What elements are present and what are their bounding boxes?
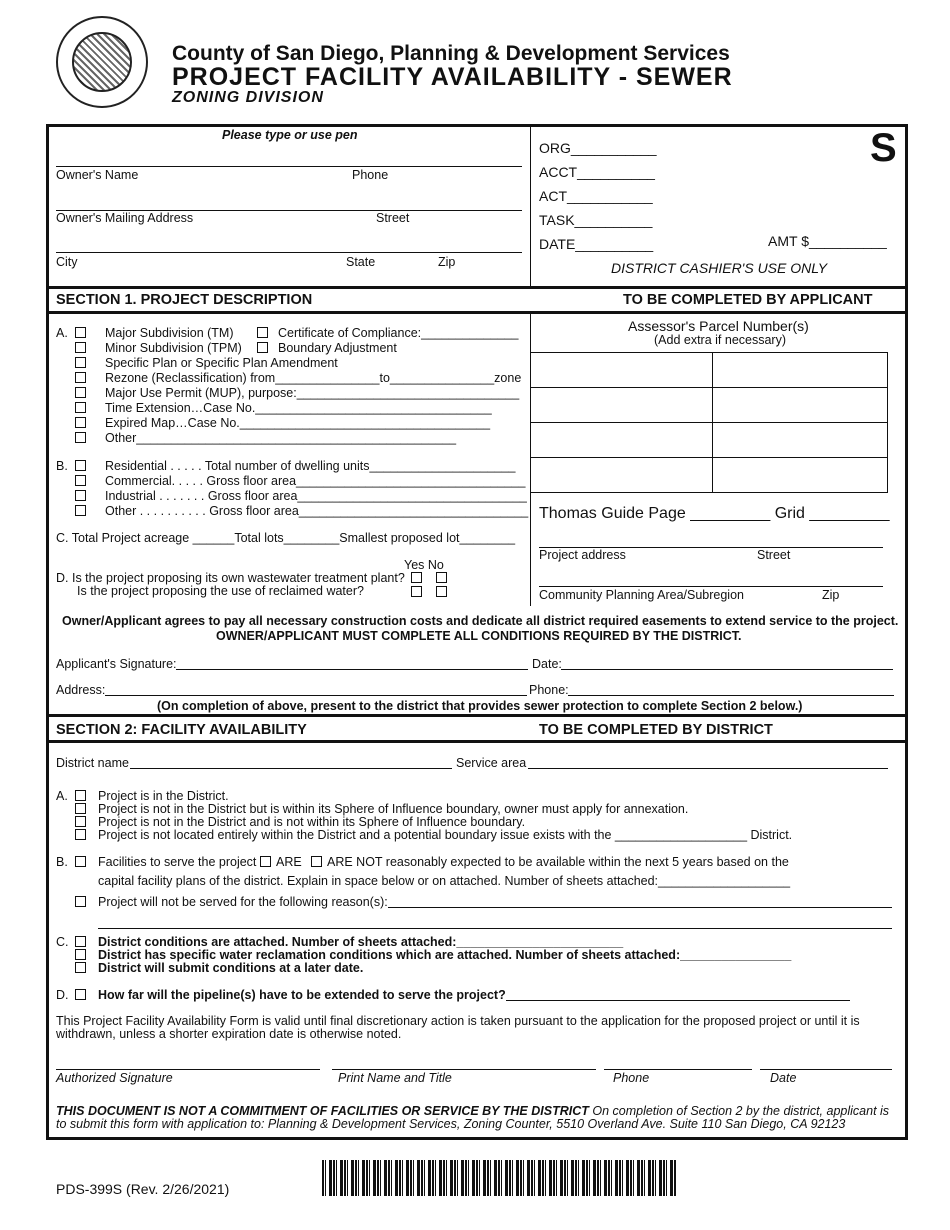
s1-d-line2: Is the project proposing the use of reclaimed water? xyxy=(77,584,364,598)
validity-text: This Project Facility Availability Form is valid until final discretionary action is taken pursuant to the application for the proposed project or until it is xyxy=(56,1014,860,1028)
apn-title: Assessor's Parcel Number(s) xyxy=(628,318,809,334)
applicant-phone-line[interactable] xyxy=(568,695,894,696)
cashier-divider xyxy=(530,127,531,287)
certificate-checkbox[interactable] xyxy=(257,327,268,338)
s1-a-item: Minor Subdivision (TPM) xyxy=(105,341,242,355)
s1-c-line: C. Total Project acreage ______Total lots________Smallest proposed lot________ xyxy=(56,531,516,545)
s1-b-item: Other . . . . . . . . . . Gross floor area_________________________________ xyxy=(105,504,529,518)
boundary-label: Boundary Adjustment xyxy=(278,341,397,355)
apn-cell[interactable] xyxy=(530,422,713,458)
section2-title: SECTION 2: FACILITY AVAILABILITY xyxy=(56,722,307,738)
form-title: PROJECT FACILITY AVAILABILITY - SEWER xyxy=(172,63,733,91)
pen-note: Please type or use pen xyxy=(222,128,358,142)
agreement-text: Owner/Applicant agrees to pay all necessary construction costs and dedicate all district required easements to extend service to the project. xyxy=(62,614,899,628)
completion-note: (On completion of above, present to the district that provides sewer protection to complete Section 2 below.) xyxy=(157,699,803,713)
s2-a-checkbox-3[interactable] xyxy=(75,829,86,840)
address-line[interactable] xyxy=(105,695,527,696)
sig-date-label: Date: xyxy=(532,657,562,671)
community-zip-label: Zip xyxy=(822,588,840,602)
auth-date-label: Date xyxy=(770,1071,797,1085)
s1-a-checkbox-4[interactable] xyxy=(75,387,86,398)
are-label: ARE xyxy=(276,855,302,869)
acct-field[interactable]: ACCT__________ xyxy=(539,164,655,180)
s2-a-checkbox-2[interactable] xyxy=(75,816,86,827)
auth-phone-label: Phone xyxy=(613,1071,650,1085)
address-label: Address: xyxy=(56,683,106,697)
s2-c-checkbox-2[interactable] xyxy=(75,962,86,973)
s2-c-label: C. xyxy=(56,935,69,949)
not-served-line[interactable] xyxy=(388,907,892,908)
s2-c-item: District conditions are attached. Number of sheets attached:________________________ xyxy=(98,935,624,949)
reclaimed-no-checkbox[interactable] xyxy=(436,586,447,597)
community-line[interactable] xyxy=(539,586,883,587)
not-served-label: Project will not be served for the following reason(s): xyxy=(98,895,388,909)
s2-a-checkbox-0[interactable] xyxy=(75,790,86,801)
signature-line[interactable] xyxy=(176,669,528,670)
header-county: County of San Diego, Planning & Development Services xyxy=(172,42,730,65)
apn-cell[interactable] xyxy=(712,457,888,493)
s1-a-checkbox-0[interactable] xyxy=(75,327,86,338)
divider xyxy=(48,714,906,717)
community-label: Community Planning Area/Subregion xyxy=(539,588,744,602)
agreement-text-2: OWNER/APPLICANT MUST COMPLETE ALL CONDITIONS REQUIRED BY THE DISTRICT. xyxy=(216,629,742,643)
treatment-yes-checkbox[interactable] xyxy=(411,572,422,583)
district-name-label: District name xyxy=(56,756,129,770)
state-label: State xyxy=(346,255,376,269)
reclaimed-yes-checkbox[interactable] xyxy=(411,586,422,597)
city-label: City xyxy=(56,255,78,269)
s1-a-checkbox-2[interactable] xyxy=(75,357,86,368)
org-field[interactable]: ORG___________ xyxy=(539,140,657,156)
district-name-line[interactable] xyxy=(130,768,452,769)
apn-cell[interactable] xyxy=(712,352,888,388)
section2-right: TO BE COMPLETED BY DISTRICT xyxy=(539,722,773,738)
s1-b-label: B. xyxy=(56,459,68,473)
sig-date-line[interactable] xyxy=(561,669,893,670)
s2-d-checkbox[interactable] xyxy=(75,989,86,1000)
s2-c-checkbox-1[interactable] xyxy=(75,949,86,960)
owner-name-line[interactable] xyxy=(56,166,522,167)
s1-a-item: Expired Map…Case No.____________________________________ xyxy=(105,416,491,430)
s1-b-checkbox-0[interactable] xyxy=(75,460,86,471)
form-letter: S xyxy=(870,126,897,170)
s1-a-item: Time Extension…Case No.__________________________________ xyxy=(105,401,492,415)
county-seal-logo xyxy=(56,16,148,108)
divider xyxy=(48,311,906,314)
are-not-checkbox[interactable] xyxy=(311,856,322,867)
boundary-checkbox[interactable] xyxy=(257,342,268,353)
signature-label: Applicant's Signature: xyxy=(56,657,177,671)
s2-a-checkbox-1[interactable] xyxy=(75,803,86,814)
s2-b-line1: Facilities to serve the project xyxy=(98,855,257,869)
not-served-checkbox[interactable] xyxy=(75,896,86,907)
act-field[interactable]: ACT___________ xyxy=(539,188,653,204)
certificate-label: Certificate of Compliance:______________ xyxy=(278,326,519,340)
barcode-image xyxy=(322,1160,676,1196)
apn-cell[interactable] xyxy=(712,422,888,458)
s1-a-item: Major Use Permit (MUP), purpose:________________________________ xyxy=(105,386,520,400)
phone-label: Phone xyxy=(352,168,389,182)
are-checkbox[interactable] xyxy=(260,856,271,867)
notice-2: to submit this form with application to: Planning & Development Services, Zoning Counter, 5510 Overland Ave. Suite 110 San Diego, CA 92123 xyxy=(56,1117,846,1131)
apn-sub: (Add extra if necessary) xyxy=(654,333,786,347)
s1-b-item: Industrial . . . . . . . Gross floor area_________________________________ xyxy=(105,489,527,503)
service-area-line[interactable] xyxy=(528,768,888,769)
section1-right: TO BE COMPLETED BY APPLICANT xyxy=(623,292,873,308)
zip-label: Zip xyxy=(438,255,456,269)
s1-a-checkbox-3[interactable] xyxy=(75,372,86,383)
print-name-line[interactable] xyxy=(332,1069,596,1070)
street-label: Street xyxy=(376,211,410,225)
header-division: ZONING DIVISION xyxy=(172,89,324,106)
s2-a-item: Project is not located entirely within the District and a potential boundary issue exists with the ___________________ District. xyxy=(98,828,793,842)
notice-rest: On completion of Section 2 by the district, applicant is xyxy=(588,1104,890,1118)
task-field[interactable]: TASK__________ xyxy=(539,212,653,228)
s2-a-item: Project is not in the District but is within its Sphere of Influence boundary, owner must apply for annexation. xyxy=(98,802,689,816)
amt-field[interactable]: AMT $__________ xyxy=(768,233,887,249)
auth-date-line[interactable] xyxy=(760,1069,892,1070)
not-served-line-2[interactable] xyxy=(98,928,892,929)
s2-d-label: D. xyxy=(56,988,69,1002)
are-not-label: ARE NOT reasonably expected to be available within the next 5 years based on the xyxy=(327,855,789,869)
section1-title: SECTION 1. PROJECT DESCRIPTION xyxy=(56,292,313,308)
s1-b-checkbox-2[interactable] xyxy=(75,490,86,501)
divider xyxy=(48,740,906,743)
notice-bold: THIS DOCUMENT IS NOT A COMMITMENT OF FACILITIES OR SERVICE BY THE DISTRICT xyxy=(56,1104,589,1118)
apn-cell[interactable] xyxy=(530,457,713,493)
s2-a-item: Project is not in the District and is not within its Sphere of Influence boundary. xyxy=(98,815,526,829)
date-field[interactable]: DATE__________ xyxy=(539,236,654,252)
city-line[interactable] xyxy=(56,252,522,253)
cashier-use-only: DISTRICT CASHIER'S USE ONLY xyxy=(611,260,828,276)
treatment-no-checkbox[interactable] xyxy=(436,572,447,583)
apn-cell[interactable] xyxy=(530,352,713,388)
print-name-label: Print Name and Title xyxy=(338,1071,452,1085)
auth-signature-line[interactable] xyxy=(56,1069,320,1070)
s1-a-label: A. xyxy=(56,326,68,340)
s2-c-item: District will submit conditions at a later date. xyxy=(98,961,364,975)
s1-b-item: Residential . . . . . Total number of dwelling units_____________________ xyxy=(105,459,516,473)
s1-a-checkbox-5[interactable] xyxy=(75,402,86,413)
auth-signature-label: Authorized Signature xyxy=(56,1071,173,1085)
s1-a-checkbox-1[interactable] xyxy=(75,342,86,353)
s2-b-label: B. xyxy=(56,855,68,869)
divider xyxy=(48,286,906,289)
s2-a-label: A. xyxy=(56,789,68,803)
owner-name-label: Owner's Name xyxy=(56,168,139,182)
project-street-label: Street xyxy=(757,548,791,562)
s1-a-item: Rezone (Reclassification) from_______________to_______________zone xyxy=(105,371,522,385)
s2-d-line: How far will the pipeline(s) have to be extended to serve the project? xyxy=(98,988,506,1002)
auth-phone-line[interactable] xyxy=(604,1069,752,1070)
project-address-label: Project address xyxy=(539,548,626,562)
s1-b-checkbox-1[interactable] xyxy=(75,475,86,486)
validity-text-2: withdrawn, unless a shorter expiration date is otherwise noted. xyxy=(56,1027,402,1041)
s1-a-item: Major Subdivision (TM) xyxy=(105,326,234,340)
service-area-label: Service area xyxy=(456,756,527,770)
s1-d-line1: D. Is the project proposing its own wastewater treatment plant? xyxy=(56,571,405,585)
s1-a-item: Specific Plan or Specific Plan Amendment xyxy=(105,356,338,370)
yes-no-header: Yes No xyxy=(404,558,444,572)
mailing-label: Owner's Mailing Address xyxy=(56,211,194,225)
applicant-phone-label: Phone: xyxy=(529,683,569,697)
pipeline-line[interactable] xyxy=(506,1000,850,1001)
s1-a-checkbox-7[interactable] xyxy=(75,432,86,443)
s1-b-checkbox-3[interactable] xyxy=(75,505,86,516)
s1-a-item: Other______________________________________________ xyxy=(105,431,457,445)
s1-b-item: Commercial. . . . . Gross floor area_________________________________ xyxy=(105,474,526,488)
form-number: PDS-399S (Rev. 2/26/2021) xyxy=(56,1181,230,1197)
s2-c-checkbox-0[interactable] xyxy=(75,936,86,947)
s2-a-item: Project is in the District. xyxy=(98,789,229,803)
thomas-guide: Thomas Guide Page _________ Grid _________ xyxy=(539,505,890,522)
s2-b-checkbox[interactable] xyxy=(75,856,86,867)
apn-cell[interactable] xyxy=(530,387,713,423)
s2-c-item: District has specific water reclamation conditions which are attached. Number of sheets attached:________________ xyxy=(98,948,792,962)
s2-b-line2: capital facility plans of the district. Explain in space below or on attached. Number of sheets attached:___________________ xyxy=(98,874,791,888)
apn-cell[interactable] xyxy=(712,387,888,423)
s1-a-checkbox-6[interactable] xyxy=(75,417,86,428)
